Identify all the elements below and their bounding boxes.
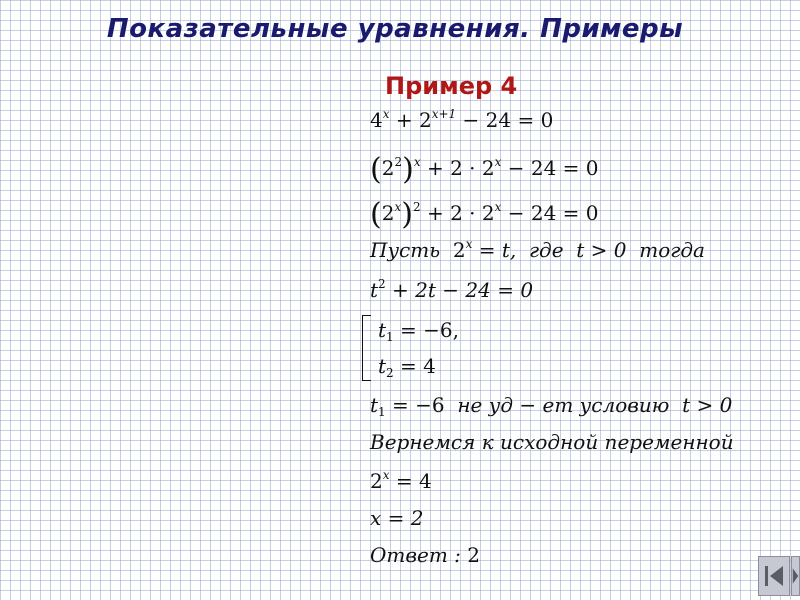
equation-line-3: $(2^x)^2 + 2 \cdot 2^x - 24 = 0$	[370, 197, 599, 232]
first-slide-button[interactable]	[758, 556, 790, 596]
root-t2-line: $t_2 = 4$	[378, 354, 436, 380]
page-title: Показательные уравнения. Примеры	[106, 14, 684, 44]
system-bracket	[362, 315, 371, 381]
answer-line: Ответ : 2	[370, 543, 480, 567]
substitution-line: Пусть $2^x = t$, где t > 0 тогда	[370, 237, 705, 262]
solution-line: x = 2	[370, 506, 424, 530]
rejection-line: $t_1 = -6$ не уд − ет условию t > 0	[370, 393, 733, 419]
example-heading: Пример 4	[385, 72, 518, 100]
equation-line-1: $4^x + 2^{x+1} - 24 = 0$	[370, 107, 554, 132]
root-t1-line: $t_1 = -6$,	[378, 318, 459, 344]
quadratic-line: $t^2 + 2t - 24 = 0$	[370, 277, 534, 302]
equation-line-10: $2^x = 4$	[370, 468, 432, 493]
first-slide-icon	[763, 563, 785, 589]
next-slide-button[interactable]	[791, 556, 800, 596]
next-slide-icon	[792, 563, 799, 589]
return-variable-line: Вернемся к исходной переменной	[370, 430, 734, 454]
equation-line-2: $(2^2)^x + 2 \cdot 2^x - 24 = 0$	[370, 152, 599, 187]
